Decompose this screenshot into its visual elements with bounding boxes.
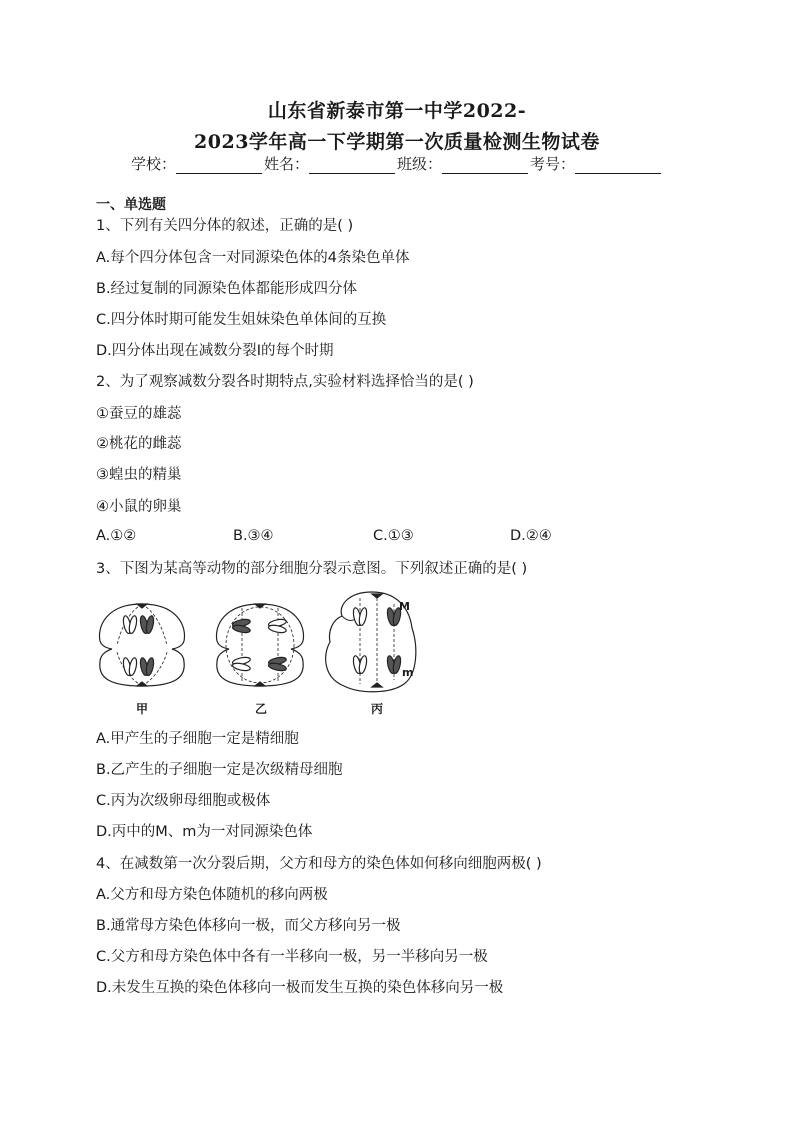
label-m: m [402, 666, 414, 679]
question-1-option-d[interactable]: D.四分体出现在减数分裂Ⅰ的每个时期 [96, 343, 334, 359]
class-field [397, 154, 530, 174]
caption-bing: 丙 [371, 702, 384, 716]
question-4-option-b[interactable]: B.通常母方染色体移向一极，而父方移向另一极 [96, 918, 401, 934]
question-3-option-c[interactable]: C.丙为次级卵母细胞或极体 [96, 793, 271, 809]
question-1-option-c[interactable]: C.四分体时期可能发生姐妹染色单体间的互换 [96, 312, 387, 328]
cell-division-figure [92, 586, 422, 716]
class-label: 班级： [397, 155, 443, 173]
question-2-item-1: ①蚕豆的雄蕊 [96, 406, 182, 422]
exam-number-label: 考号： [530, 155, 576, 173]
question-1-option-b[interactable]: B.经过复制的同源染色体都能形成四分体 [96, 281, 358, 297]
question-2-option-d[interactable]: D.②④ [510, 528, 552, 544]
name-blank[interactable] [309, 157, 395, 174]
question-2-option-a[interactable]: A.①② [96, 528, 137, 544]
question-3-option-d[interactable]: D.丙中的M、m为一对同源染色体 [96, 824, 313, 840]
cell-division-diagram [92, 586, 422, 716]
school-label: 学校： [130, 155, 176, 173]
question-3-stem: 3、下图为某高等动物的部分细胞分裂示意图。下列叙述正确的是( ) [96, 561, 528, 577]
label-M: M [399, 600, 410, 613]
cell-yi [216, 604, 303, 686]
caption-yi: 乙 [255, 702, 268, 716]
question-1-stem: 1、下列有关四分体的叙述，正确的是( ) [96, 218, 354, 234]
name-field [264, 154, 397, 174]
school-blank[interactable] [176, 157, 262, 174]
question-3-option-a[interactable]: A.甲产生的子细胞一定是精细胞 [96, 731, 299, 747]
name-label: 姓名： [263, 155, 309, 173]
question-4-option-c[interactable]: C.父方和母方染色体中各有一半移向一极，另一半移向另一极 [96, 949, 488, 965]
question-2-option-b[interactable]: B.③④ [233, 528, 274, 544]
class-blank[interactable] [442, 157, 528, 174]
student-info-row [0, 154, 794, 174]
question-3-option-b[interactable]: B.乙产生的子细胞一定是次级精母细胞 [96, 762, 343, 778]
question-2-item-3: ③蝗虫的精巢 [96, 467, 182, 483]
question-4-option-d[interactable]: D.未发生互换的染色体移向一极而发生互换的染色体移向另一极 [96, 980, 504, 996]
question-2-options [96, 528, 656, 548]
exam-title-line2: 2023学年高一下学期第一次质量检测生物试卷 [194, 131, 600, 153]
exam-number-field [530, 154, 663, 174]
question-2-option-c[interactable]: C.①③ [373, 528, 414, 544]
school-field [131, 154, 264, 174]
caption-jia: 甲 [136, 702, 149, 716]
exam-number-blank[interactable] [575, 157, 661, 174]
question-2-stem: 2、为了观察减数分裂各时期特点,实验材料选择恰当的是( ) [96, 374, 474, 390]
question-4-stem: 4、在减数第一次分裂后期，父方和母方的染色体如何移向细胞两极( ) [96, 856, 542, 872]
cell-jia [99, 604, 184, 686]
question-2-item-4: ④小鼠的卵巢 [96, 499, 182, 515]
question-2-item-2: ②桃花的雌蕊 [96, 436, 182, 452]
question-1-option-a[interactable]: A.每个四分体包含一对同源染色体的4条染色单体 [96, 250, 410, 266]
section-heading: 一、单选题 [96, 197, 166, 213]
question-4-option-a[interactable]: A.父方和母方染色体随机的移向两极 [96, 887, 328, 903]
exam-title-line1: 山东省新泰市第一中学2022- [267, 100, 527, 122]
